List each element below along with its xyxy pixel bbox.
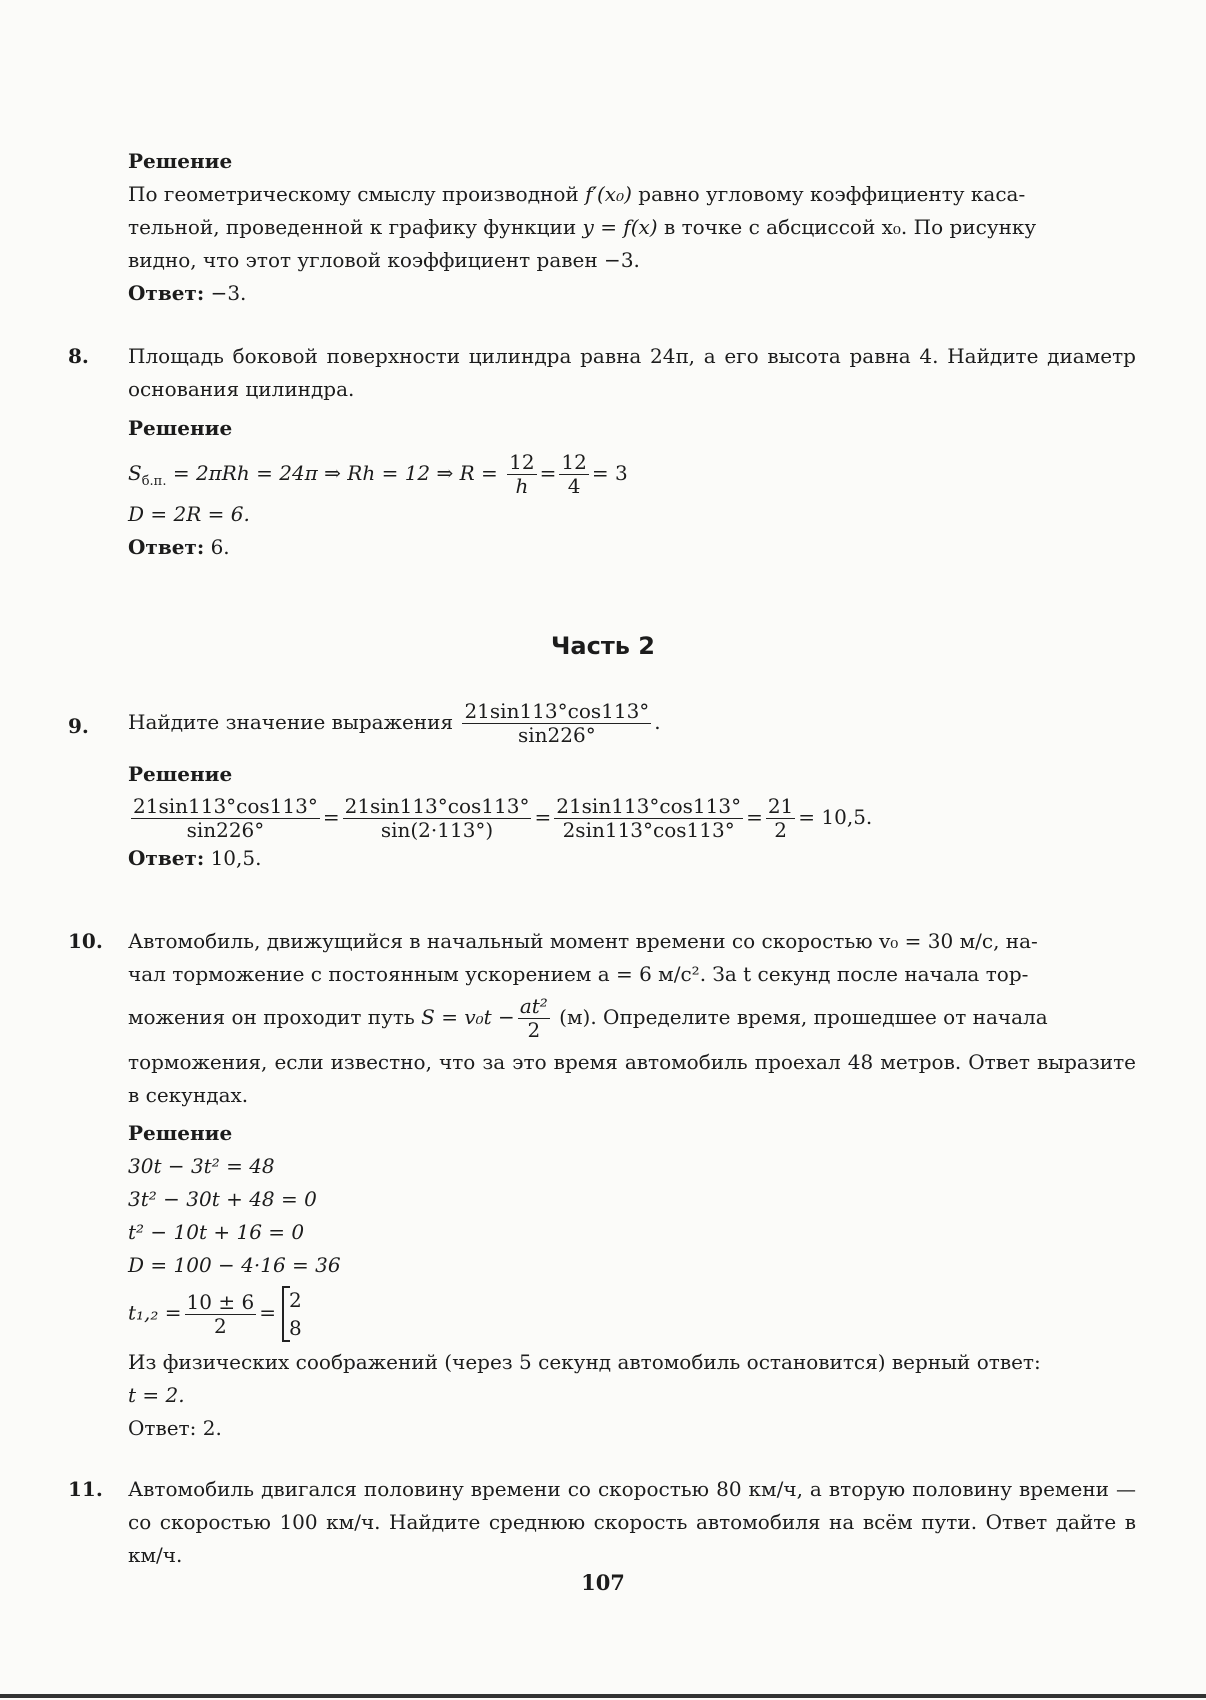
equation: $\frac{21\sin 113^\circ\cos 113^\circ}{\sin 226^\circ}$ = $\frac{21\sin 113^\circ\cos 113^\circ}{\sin(2\cdot 113^\circ)}$ = $\frac{21\sin 113^\circ\cos 113^\circ}{2\sin 113^\circ\cos 113^\circ}$ = $\frac{21}{2}$ = 10,5. <box>133 794 873 842</box>
solution-heading: Решение <box>128 149 233 173</box>
problem-number: 11. <box>68 1477 103 1501</box>
problem-11-text: Автомобиль двигался половину времени со скоростью 80 км/ч, а вторую половину времени — со скоростью 100 км/ч. Найдите среднюю скорость автомобиля на всём пути. Ответ дайте в км/ч. <box>128 1477 1136 1567</box>
problem-9-solution: Решение $\frac{21\sin 113^\circ\cos 113^\circ}{\sin 226^\circ}$ = $\frac{21\sin 113^\circ\cos 113^\circ}{\sin(2\cdot 113^\circ)}$ = $\frac{21\sin 113^\circ\cos 113^\circ}{2\sin 113^\circ\cos 113^\circ}$ = $\frac{21}{2}$ = 10,5. Ответ: 10,5. <box>128 758 1136 875</box>
problem-number: 9. <box>68 714 89 738</box>
answer: Ответ: 2. <box>128 1416 222 1440</box>
page-number: 107 <box>581 1570 625 1595</box>
answer: Ответ: 6. <box>128 535 230 559</box>
solution-text: По геометрическому смыслу производной f′(x₀) равно угловому коэффициенту каса- <box>128 182 1026 206</box>
problem-7-solution: Решение По геометрическому смыслу производной f′(x₀) равно угловому коэффициенту каса- тельной, проведенной к графику функции y = f(x) в точке с абсциссой x₀. По рисунку видно, что этот угловой коэффициент равен −3. Ответ: −3. <box>128 145 1136 310</box>
answer: Ответ: 10,5. <box>128 846 262 870</box>
roots-equation: t₁,₂ = $\frac{10 \pm 6}{2}$ = 2 8 <box>128 1288 302 1340</box>
answer: Ответ: −3. <box>128 281 247 305</box>
problem-10-solution: Решение 30t − 3t² = 48 3t² − 30t + 48 = 0 t² − 10t + 16 = 0 D = 100 − 4·16 = 36 t₁,₂ = $\frac{10 \pm 6}{2}$ = 2 8 Из физических соображений (через 5 секунд автомобиль остановится) верный ответ: t = 2. Ответ: 2. <box>128 1117 1136 1445</box>
problem-8-text: Площадь боковой поверхности цилиндра равна 24π, а его высота равна 4. Найдите диаметр основания цилиндра. <box>128 344 1136 401</box>
scan-edge <box>0 1694 1206 1698</box>
problem-9-text: Найдите значение выражения $\frac{21\sin 113^\circ\cos 113^\circ}{\sin 226^\circ}$ . <box>128 699 661 747</box>
problem-number: 8. <box>68 344 89 368</box>
equation: $S_{б.п.} = 2\pi Rh = 24\pi$ ⇒ Rh = 12 ⇒ R = $\frac{12}{h}$ = $\frac{12}{4}$ = 3 <box>128 450 628 498</box>
problem-number: 10. <box>68 929 103 953</box>
part-heading: Часть 2 <box>551 632 655 660</box>
problem-10-text: Автомобиль, движущийся в начальный момент времени со скоростью v₀ = 30 м/с, на- чал торможение с постоянным ускорением a = 6 м/с². За t секунд после начала тор- можения он проходит путь S = v₀t − $\frac{\text{at²}}{2}$ (м). Определите время, прошедшее от начала торможения, если известно, что за это время автомобиль проехал 48 метров. Ответ выразите в секундах. <box>128 929 1136 1107</box>
problem-8-solution: Решение $S_{б.п.} = 2\pi Rh = 24\pi$ ⇒ Rh = 12 ⇒ R = $\frac{12}{h}$ = $\frac{12}{4}$ = 3 D = 2R = 6. Ответ: 6. <box>128 412 1136 564</box>
